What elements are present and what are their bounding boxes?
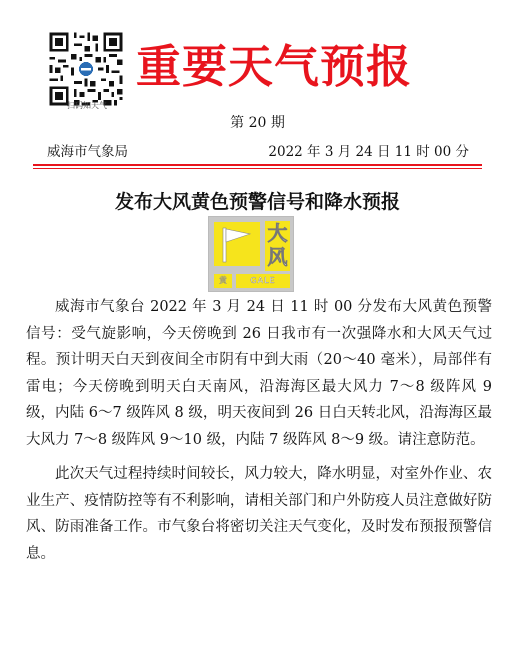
issue-datetime: 2022 年 3 月 24 日 11 时 00 分 xyxy=(268,144,469,160)
qr-caption: 扫码知天气 xyxy=(67,101,107,110)
badge-char-top: 大 xyxy=(267,221,288,245)
issuer: 威海市气象局 xyxy=(47,144,128,160)
body-paragraph-1: 威海市气象台 2022 年 3 月 24 日 11 时 00 分发布大风黄色预警信号：受气旋影响，今天傍晚到 26 日我市有一次强降水和大风天气过程。预计明天白天到夜间全市阴有中到大雨（20～40 毫米），局部伴有雷电；今天傍晚到明天白天南风，沿海海区最大风力 7～8 级阵风 9 级，内陆 6～7 级阵风 8 级，明天夜间到 26 日白天转北风，沿海海区最大风力 7～8 级阵风 9～10 级，内陆 7 级阵风 8～9 级。请注意防范。 xyxy=(26,299,492,448)
badge-chinese-label xyxy=(265,221,290,271)
body-paragraph-2: 此次天气过程持续时间较长，风力较大，降水明显，对室外作业、农业生产、疫情防控等有不利影响，请相关部门和户外防疫人员注意做好防风、防雨准备工作。市气象台将密切关注天气变化，及时发布预报预警信息。 xyxy=(26,466,492,562)
badge-char-bottom: 风 xyxy=(267,245,288,269)
headline: 发布大风黄色预警信号和降水预报 xyxy=(114,191,400,213)
header-rule-thin xyxy=(33,168,482,169)
badge-level-label: 黄 xyxy=(214,274,232,288)
badge-english-label: GALE xyxy=(236,274,290,288)
issue-number: 第 20 期 xyxy=(230,115,285,131)
gale-warning-flag-icon xyxy=(214,222,260,266)
header-rule xyxy=(33,164,482,166)
gale-yellow-warning-badge xyxy=(208,216,294,292)
qr-code-icon[interactable] xyxy=(47,30,125,108)
forecast-body xyxy=(26,294,492,567)
masthead-title: 重要天气预报 xyxy=(136,40,413,93)
